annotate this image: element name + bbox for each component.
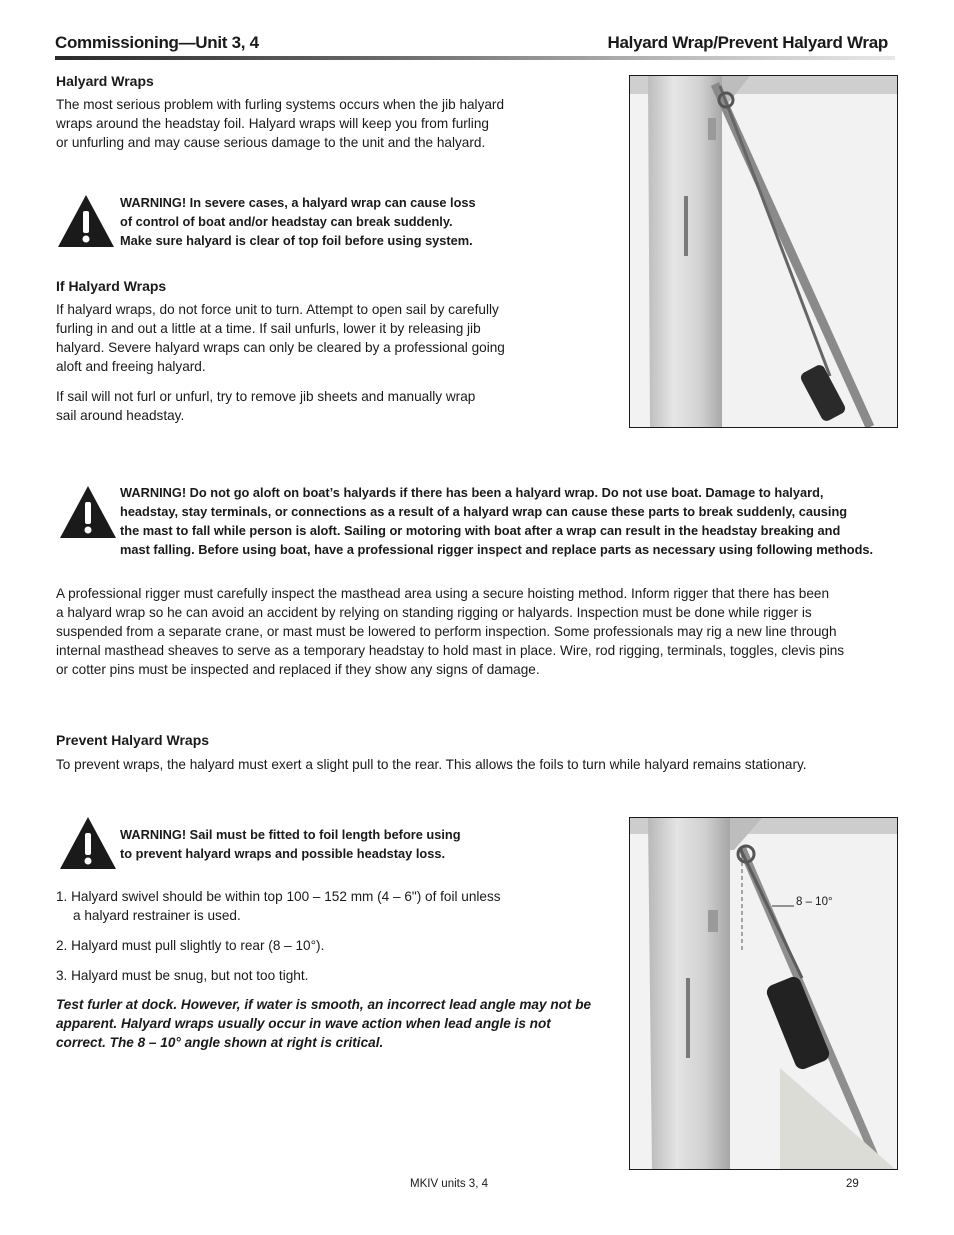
- warning-line: Make sure halyard is clear of top foil before using system.: [120, 233, 473, 248]
- angle-label: 8 – 10°: [796, 896, 833, 908]
- if-halyard-wraps-paragraph: [56, 300, 576, 376]
- rigger-inspection-paragraph: [56, 584, 906, 679]
- note-line: Test furler at dock. However, if water is smooth, an incorrect lead angle may not be: [56, 997, 592, 1012]
- step-1-line: a halyard restrainer is used.: [73, 908, 241, 923]
- text-line: or unfurling and may cause serious damage to the unit and the halyard.: [56, 135, 486, 150]
- note-line: apparent. Halyard wraps usually occur in wave action when lead angle is not: [56, 1016, 551, 1031]
- warning-line: WARNING! In severe cases, a halyard wrap can cause loss: [120, 195, 476, 210]
- prevent-wraps-text: To prevent wraps, the halyard must exert a slight pull to the rear. This allows the foils to turn while halyard remains stationary.: [56, 757, 807, 772]
- text-line: A professional rigger must carefully inspect the masthead area using a secure hoisting method. Inform rigger that there has been: [56, 586, 830, 601]
- header-rule: [55, 56, 895, 60]
- text-line: sail around headstay.: [56, 408, 185, 423]
- text-line: aloft and freeing halyard.: [56, 359, 206, 374]
- warning-line: WARNING! Sail must be fitted to foil length before using: [120, 827, 461, 842]
- warning-sail-fitted: [120, 825, 540, 863]
- text-line: wraps around the headstay foil. Halyard wraps will keep you from furling: [56, 116, 489, 131]
- warning-icon: [57, 194, 115, 248]
- text-line: halyard. Severe halyard wraps can only be cleared by a professional going: [56, 340, 505, 355]
- warning-do-not-go-aloft: [120, 483, 910, 559]
- text-line: suspended from a separate crane, or mast must be lowered to perform inspection. Some professionals may rig a new line through: [56, 624, 837, 639]
- step-2: 2. Halyard must pull slightly to rear (8 – 10°).: [56, 938, 325, 953]
- warning-line: to prevent halyard wraps and possible headstay loss.: [120, 846, 446, 861]
- step-1-line: 1. Halyard swivel should be within top 100 – 152 mm (4 – 6") of foil unless: [56, 889, 501, 904]
- text-line: internal masthead sheaves to serve as a temporary headstay to hold mast in place. Wire, rod rigging, terminals, toggles, clevis pins: [56, 643, 845, 658]
- mast-illustration: [630, 76, 897, 427]
- halyard-swivel-photo: [629, 75, 898, 428]
- header-section-title: Commissioning—Unit 3, 4: [55, 33, 259, 52]
- warning-line: the mast to fall while person is aloft. Sailing or motoring with boat after a wrap can result in the headstay breaking and: [120, 523, 841, 538]
- step-3: 3. Halyard must be snug, but not too tight.: [56, 968, 309, 983]
- warning-line: WARNING! Do not go aloft on boat’s halyards if there has been a halyard wrap. Do not use boat. Damage to halyard,: [120, 485, 824, 500]
- footer-manual-title: MKIV units 3, 4: [410, 1178, 488, 1190]
- warning-line: of control of boat and/or headstay can break suddenly.: [120, 214, 453, 229]
- warning-line: headstay, stay terminals, or connections as a result of a halyard wrap can cause these parts to break suddenly, causing: [120, 504, 848, 519]
- heading-halyard-wraps: Halyard Wraps: [56, 73, 154, 89]
- step-1: [56, 887, 596, 925]
- test-at-dock-note: [56, 995, 616, 1052]
- warning-line: mast falling. Before using boat, have a professional rigger inspect and replace parts as necessary using following methods.: [120, 542, 874, 557]
- text-line: or cotter pins must be inspected and replaced if they show any signs of damage.: [56, 662, 540, 677]
- text-line: If sail will not furl or unfurl, try to remove jib sheets and manually wrap: [56, 389, 476, 404]
- header-page-topic: Halyard Wrap/Prevent Halyard Wrap: [607, 33, 888, 52]
- lead-angle-photo: [629, 817, 898, 1170]
- warning-icon: [59, 816, 117, 870]
- text-line: If halyard wraps, do not force unit to turn. Attempt to open sail by carefully: [56, 302, 499, 317]
- text-line: a halyard wrap so he can avoid an accident by relying on standing rigging or halyards. Inspection must be done while rigger is: [56, 605, 812, 620]
- halyard-wraps-paragraph: [56, 95, 576, 152]
- warning-severe-cases: [120, 193, 540, 250]
- heading-prevent-halyard-wraps: Prevent Halyard Wraps: [56, 732, 210, 748]
- warning-icon: [59, 485, 117, 539]
- text-line: The most serious problem with furling systems occurs when the jib halyard: [56, 97, 505, 112]
- heading-if-halyard-wraps: If Halyard Wraps: [56, 278, 167, 294]
- lead-angle-illustration: [630, 818, 897, 1169]
- page-number: 29: [846, 1178, 859, 1190]
- note-line: correct. The 8 – 10° angle shown at right is critical.: [56, 1035, 384, 1050]
- text-line: furling in and out a little at a time. If sail unfurls, lower it by releasing jib: [56, 321, 481, 336]
- manual-wrap-paragraph: [56, 387, 576, 425]
